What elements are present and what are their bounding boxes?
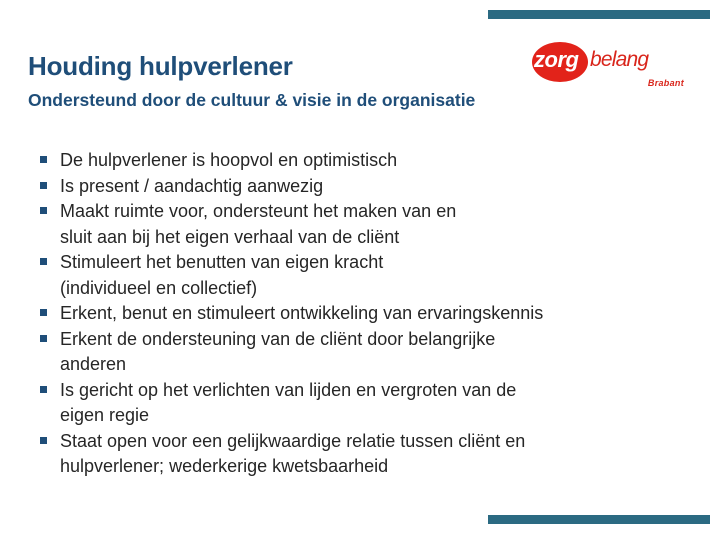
square-bullet-icon: [40, 335, 47, 342]
logo-word-zorg: zorg: [534, 47, 579, 72]
square-bullet-icon: [40, 258, 47, 265]
square-bullet-icon: [40, 437, 47, 444]
bullet-text-line: eigen regie: [60, 405, 150, 425]
bullet-text-line: Maakt ruimte voor, ondersteunt het maken van en: [60, 201, 457, 221]
square-bullet-icon: [40, 156, 47, 163]
slide-title: Houding hulpverlener: [28, 51, 293, 81]
bullet-text-line: Erkent, benut en stimuleert ontwikkeling van ervaringskennis: [60, 303, 544, 323]
bullet-item: [40, 199, 680, 250]
bullet-text-line: Is present / aandachtig aanwezig: [60, 175, 324, 196]
top-accent-bar: [488, 10, 710, 19]
slide-subtitle: Ondersteund door de cultuur & visie in de organisatie: [28, 90, 476, 110]
bullet-item: [40, 301, 680, 327]
bullet-list: [40, 148, 680, 480]
bullet-item: [40, 327, 680, 378]
bullet-text-line: sluit aan bij het eigen verhaal van de cliënt: [60, 226, 400, 247]
bullet-text-line: (individueel en collectief): [60, 277, 258, 298]
bullet-text-line: Erkent de ondersteuning van de cliënt door belangrijke: [60, 328, 496, 349]
bullet-item: [40, 429, 680, 480]
square-bullet-icon: [40, 309, 47, 316]
bullet-text-line: anderen: [60, 354, 127, 374]
bullet-text-line: De hulpverlener is hoopvol en optimistisch: [60, 150, 398, 170]
square-bullet-icon: [40, 207, 47, 214]
logo-word-belang: belang: [590, 48, 649, 71]
square-bullet-icon: [40, 386, 47, 393]
square-bullet-icon: [40, 182, 47, 189]
bullet-item: [40, 378, 680, 429]
bottom-accent-bar: [488, 515, 710, 524]
bullet-text-line: hulpverlener; wederkerige kwetsbaarheid: [60, 456, 389, 476]
bullet-item: [40, 250, 680, 301]
bullet-item: [40, 148, 680, 174]
logo-region: Brabant: [647, 78, 684, 88]
bullet-text-line: Is gericht op het verlichten van lijden en vergroten van de: [60, 379, 517, 400]
bullet-text-line: Stimuleert het benutten van eigen kracht: [60, 252, 384, 272]
bullet-item: [40, 174, 680, 200]
bullet-text-line: Staat open voor een gelijkwaardige relatie tussen cliënt en: [60, 430, 526, 451]
zorgbelang-logo: [532, 42, 692, 94]
